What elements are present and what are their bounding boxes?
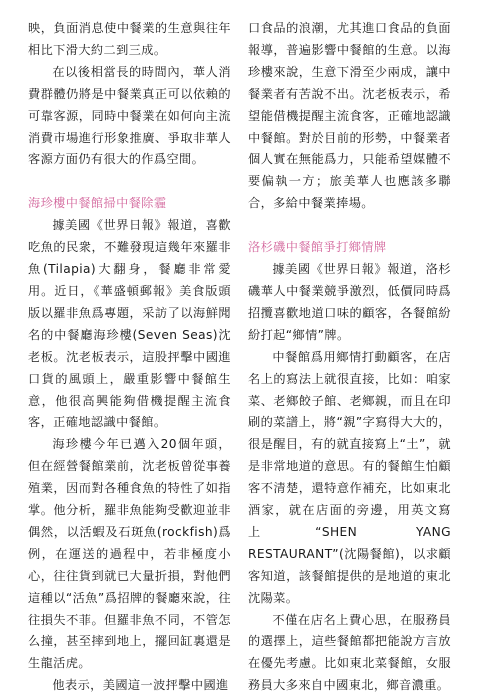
paragraph: 在以後相當長的時間內，華人消費群體仍將是中餐業真正可以依賴的可靠客源，同時中餐業在如何向主流消費市場進行形象推廣、爭取非華人客源方面仍有很大的作爲空間。	[28, 64, 231, 167]
paragraph: 中餐館爲用鄉情打動顧客，在店名上的寫法上就很直接，比如：咱家菜、老鄉餃子館、老鄉親，而且在印刷的菜譜上，將“親”字寫得大大的，很是醒目，有的就直接寫上“土”，就是非常地道的意思。有的餐館生怕顧客不清楚，還特意作補充，比如東北酒家，就在店面的旁邊，用英文寫上“SHEN YANG RESTAURANT”(沈陽餐館)，以求顧客知道，該餐館提供的是地道的東北沈陽菜。	[248, 349, 451, 605]
right-column	[248, 18, 451, 697]
section-heading: 海珍樓中餐館掃中餐除霾	[28, 196, 167, 211]
paragraph: 不僅在店名上費心思，在服務員的選擇上，這些餐館都把能說方言放在優先考慮。比如東北菜餐館，女服務員大多來自中國東北，鄉音濃重。	[248, 612, 451, 693]
paragraph: 據美國《世界日報》報道，喜歡吃魚的民衆，不難發現這幾年來羅非魚(Tilapia)大翻身，餐廳非常愛用。近日，《華盛頓郵報》美食版頭版以羅非魚爲專題，采訪了以海鮮聞名的中餐廳海珍樓(Seven Seas)沈老板。沈老板表示，這股抨擊中國進口貨的風頭上，嚴重影響中餐館生意，他很高興能夠借機提醒主流食客，正確地認識中餐館。	[28, 218, 231, 430]
paragraph: 海珍樓今年已邁入20個年頭，但在經營餐館業前，沈老板曾從事養殖業，因而對各種食魚的特性了如指掌。他分析，羅非魚能夠受歡迎並非偶然，以活蝦及石斑魚(rockfish)爲例，在運送的過程中，若非極度小心，往往貨到就已大量折損，對他們這種以“活魚”爲招牌的餐廳來說，往往損失不菲。但羅非魚不同，不管怎么撞，甚至摔到地上，擺回缸裏還是生龍活虎。	[28, 437, 231, 671]
paragraph: 據美國《世界日報》報道，洛杉磯華人中餐業競爭激烈，低價同時爲招攬喜歡地道口味的顧客，各餐館紛紛打起“鄉情”牌。	[248, 262, 451, 342]
paragraph: 口食品的浪潮，尤其進口食品的負面報導，普遍影響中餐館的生意。以海珍樓來說，生意下滑至少兩成，讓中餐業者有苦說不出。沈老板表示，希望能借機提醒主流食客，正確地認識中餐館。對於目前的形勢，中餐業者個人實在無能爲力，只能希望媒體不要偏執一方；旅美華人也應該多聯合，多給中餐業捧場。	[248, 21, 451, 211]
section-heading: 洛杉磯中餐館爭打鄉情牌	[248, 240, 387, 255]
paragraph: 他表示，美國這一波抨擊中國進	[52, 678, 229, 693]
paragraph: 映，負面消息使中餐業的生意與往年相比下滑大約二到三成。	[28, 21, 231, 57]
left-column	[28, 18, 231, 697]
